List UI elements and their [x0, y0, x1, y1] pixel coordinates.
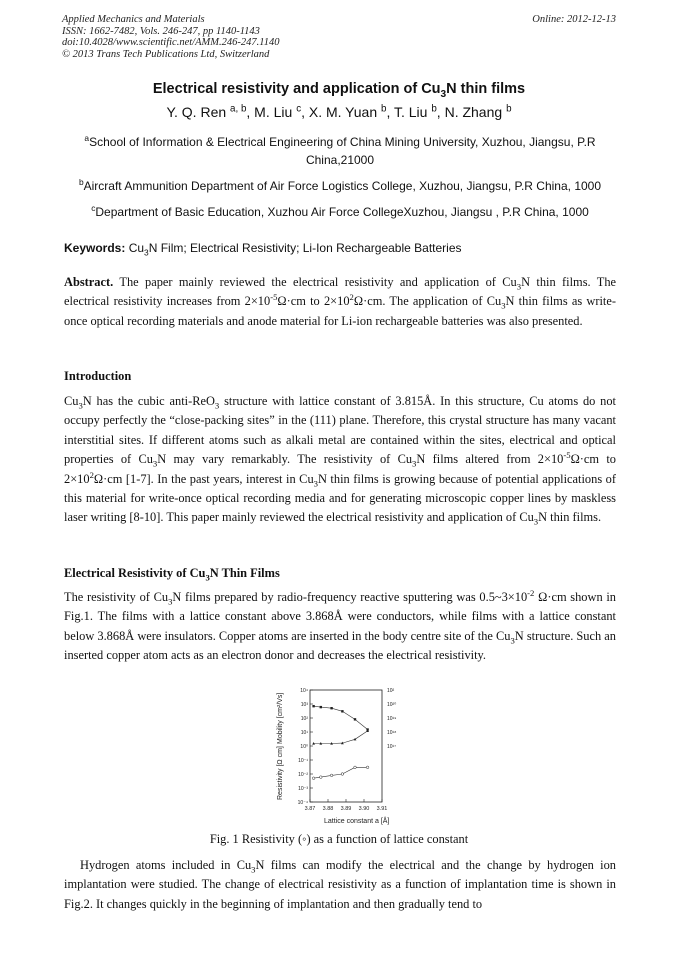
y-right-tick-label: 10² [387, 688, 395, 694]
journal-name: Applied Mechanics and Materials [62, 14, 205, 25]
y-tick-label: 10⁻² [298, 772, 308, 778]
figure-1-chart [262, 682, 412, 832]
affiliation-c: $^c$Department of Basic Education, Xuzhou Air Force CollegeXuzhou, Jiangsu , P.R China, 1000 [91, 203, 589, 219]
data-point-resistivity [330, 774, 333, 777]
series-line-carrier [314, 731, 368, 744]
x-tick-label: 3.89 [340, 806, 352, 812]
x-tick-label: 3.91 [376, 806, 388, 812]
intro-paragraph: $Cu_3N$ has the cubic anti-ReO$_3$ structure with lattice constant of 3.815Å. In this structure, Cu atoms do not occupy perfectly the “close-packing sites” in the (111) plane. Therefore, this crystal structure has many vacant interstitial sites. If different atoms such as alkali metal are contained within the sites, electrical and optical properties of $Cu_3N$ may vary remarkably. The resistivity of $Cu_3N$ films altered from $2\times 10^{-5}\Omega\cdot cm$ to $2\times 10^2\Omega\cdot cm$ [1-7]. In the past years, interest in $Cu_3N$ thin films is growing because of potential applications of this material for write-once optical recording media and for generating microscopic copper lines by maskless laser writing [8-10]. This paper mainly reviewed the electrical resistivity and application of $Cu_3N$ thin films. [64, 394, 616, 527]
abstract: Abstract. The paper mainly reviewed the electrical resistivity and application of $Cu_3N$ thin films. The electrical resistivity increases from $2\times 10^{-5}\Omega\cdot cm$ to $2\times 10^2\Omega\cdot cm$. The application of $Cu_3N$ thin films as write-once optical recording materials and anode material for Li-ion rechargeable batteries was also presented. [64, 275, 617, 328]
author: N. Zhang $^b$ [444, 103, 512, 120]
doi-line: doi:10.4028/www.scientific.net/AMM.246-247.1140 [62, 37, 280, 48]
intro-heading: Introduction [64, 369, 132, 383]
data-point-mobility [320, 706, 322, 708]
keywords: Keywords: $Cu_3N$ Film; Electrical Resistivity; Li-Ion Rechargeable Batteries [64, 241, 462, 258]
x-tick-label: 3.90 [358, 806, 370, 812]
y-tick-label: 10¹ [300, 730, 308, 736]
data-point-resistivity [312, 777, 315, 780]
author: X. M. Yuan $^b$, [308, 103, 394, 120]
data-point-resistivity [320, 776, 323, 779]
y-right-tick-label: 10¹⁹ [387, 716, 397, 722]
data-point-mobility [354, 718, 356, 720]
y-right-tick-label: 10¹⁷ [387, 744, 397, 750]
x-tick-label: 3.87 [304, 806, 316, 812]
data-point-resistivity [366, 766, 369, 769]
y-right-tick-label: 10¹⁸ [387, 730, 397, 736]
y-axis-label-top: Mobility [cm²/Vs] [277, 692, 284, 744]
data-point-mobility [312, 705, 314, 707]
data-point-mobility [330, 707, 332, 709]
running-header [62, 14, 616, 60]
data-point-carrier [354, 738, 357, 741]
author: M. Liu $^c$, [254, 103, 309, 120]
x-axis-label: Lattice constant a [Å] [324, 818, 390, 825]
series-line-mobility [314, 706, 368, 729]
y-tick-label: 10⁻⁴ [297, 800, 308, 806]
y-tick-label: 10² [300, 716, 308, 722]
y-tick-label: 10⁻¹ [298, 758, 308, 764]
data-point-mobility [341, 710, 343, 712]
data-point-resistivity [354, 766, 357, 769]
x-tick-label: 3.88 [322, 806, 334, 812]
affiliation-b: $^b$Aircraft Ammunition Department of Air Force Logistics College, Xuzhou, Jiangsu, P.R China, 1000 [78, 177, 602, 193]
paper-title: Electrical resistivity and application of $Cu_3N$ thin films [152, 81, 526, 100]
y-tick-label: 10⁴ [300, 688, 308, 694]
y-right-tick-label: 10²⁰ [387, 702, 397, 708]
hydrogen-paragraph: Hydrogen atoms included in $Cu_3N$ films can modify the electrical and the change by hydrogen ion implantation were studied. The change of electrical resistivity as a function of implantation time is shown in Fig.2. It changes quickly in the beginning of implantation and then gradually tend to [64, 858, 616, 911]
y-tick-label: 10³ [300, 702, 308, 708]
resistivity-heading: Electrical Resistivity of $Cu_3N$ Thin Films [64, 566, 280, 583]
y-tick-label: 10⁰ [300, 744, 308, 750]
resistivity-paragraph: The resistivity of $Cu_3N$ films prepared by radio-frequency reactive sputtering was $0.5\sim 3\times 10^{-2}$ Ω·cm shown in Fig.1. The films with a lattice constant above 3.868Å were conductors, while films with a lattice constant below 3.868Å were insulators. Copper atoms are inserted in the body centre site of the $Cu_3N$ structure. Such an inserted copper atom acts as an electron donor and decreases the electrical resistivity. [64, 587, 616, 663]
author: Y. Q. Ren $^{a, b}$, [166, 103, 255, 120]
copyright-line: © 2013 Trans Tech Publications Ltd, Switzerland [62, 48, 270, 60]
data-point-resistivity [341, 773, 344, 776]
affiliation-a: $^a$School of Information & Electrical Engineering of China Mining University, Xuzhou, Jiangsu, P.R China,21000 [84, 133, 596, 167]
issn-line: ISSN: 1662-7482, Vols. 246-247, pp 1140-1143 [62, 25, 260, 37]
y-tick-label: 10⁻³ [298, 786, 308, 792]
y-axis-label-bottom: Resistivity [Ω cm] [277, 746, 284, 800]
author-list [0, 104, 678, 120]
author: T. Liu $^b$, [393, 103, 445, 120]
online-date: Online: 2012-12-13 [532, 14, 616, 25]
figure-1-caption: Fig. 1 Resistivity (◦) as a function of lattice constant [209, 832, 469, 846]
